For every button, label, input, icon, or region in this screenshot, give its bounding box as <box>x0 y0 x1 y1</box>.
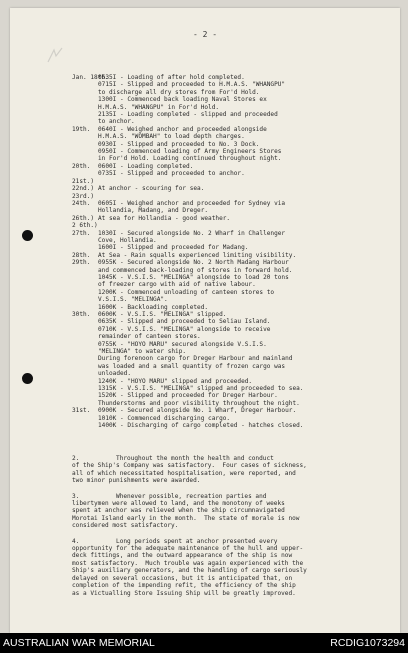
log-date <box>72 363 98 370</box>
log-date <box>72 422 98 429</box>
log-entry: 0950I - Commenced loading of Army Engineers Stores <box>98 148 282 156</box>
log-entry: At anchor - scouring for sea. <box>98 185 205 193</box>
log-entry: At Sea - Rain squalls experienced limiting visibility. <box>98 251 297 259</box>
log-date <box>72 81 98 88</box>
log-date: 24th. <box>72 199 91 207</box>
log-date: 29th. <box>72 259 91 267</box>
log-date <box>72 96 98 103</box>
log-date: 20th. <box>72 162 91 170</box>
log-date <box>72 341 98 348</box>
log-row <box>72 185 400 192</box>
log-date <box>72 267 98 274</box>
log-date <box>72 111 98 118</box>
log-row <box>72 407 400 414</box>
log-entry: H.M.A.S. "WOMBAH" to load depth charges. <box>98 133 245 141</box>
log-row <box>72 333 400 340</box>
page-number: - 2 - <box>192 30 218 39</box>
log-entry: During forenoon cargo for Dreger Harbour and mainland <box>98 355 293 363</box>
log-date <box>72 370 98 377</box>
log-entry <box>98 178 400 185</box>
log-date <box>72 348 98 355</box>
log-row <box>72 385 400 392</box>
log-entry: 0955K - Secured alongside No. 2 North Madang Harbour <box>98 259 289 267</box>
log-row <box>72 104 400 111</box>
log-row <box>72 74 400 81</box>
log-row <box>72 222 400 229</box>
log-date <box>72 89 98 96</box>
log-row <box>72 118 400 125</box>
log-row <box>72 274 400 281</box>
log-entry: 0600I - Loading completed. <box>98 162 194 170</box>
daily-log <box>72 74 400 430</box>
log-row <box>72 141 400 148</box>
log-date <box>72 400 98 407</box>
punch-hole-icon <box>22 230 33 241</box>
log-row <box>72 207 400 214</box>
log-entry: Hollandia, Madang, and Dreger. <box>98 207 209 215</box>
log-row <box>72 89 400 96</box>
log-row <box>72 111 400 118</box>
log-date <box>72 155 98 162</box>
log-entry: "MELINGA" to water ship. <box>98 348 187 356</box>
log-row <box>72 370 400 377</box>
log-entry: 0715I - Slipped and proceeded to H.M.A.S. "WHANGPU" <box>98 81 286 89</box>
fold-mark-icon <box>46 46 64 64</box>
log-date: 23rd.) <box>72 192 95 200</box>
log-entry: 1315K - V.S.I.S. "MELINGA" slipped and proceeded to sea. <box>98 385 304 393</box>
log-row <box>72 244 400 251</box>
log-row <box>72 155 400 162</box>
log-date: 28th. <box>72 251 91 259</box>
log-date <box>72 104 98 111</box>
paragraph: 2. Throughout the month the health and conduct of the Ship's Company was satisfactory. Four cases of sickness, all of which necessitated hospitalisation, were reported, and two minor punishments were awarded. <box>72 455 307 485</box>
document-page <box>10 8 400 633</box>
log-date <box>72 333 98 340</box>
archive-footer <box>0 633 408 653</box>
log-row <box>72 318 400 325</box>
log-row <box>72 400 400 407</box>
log-entry: 0755K - "HOYO MARU" secured alongside V.S.I.S. <box>98 340 267 348</box>
log-row <box>72 81 400 88</box>
log-row <box>72 126 400 133</box>
log-row <box>72 355 400 362</box>
log-entry: H.M.A.S. "WHANGPU" in For'd Hold. <box>98 103 220 111</box>
log-row <box>72 148 400 155</box>
log-date <box>72 289 98 296</box>
log-row <box>72 392 400 399</box>
log-row <box>72 259 400 266</box>
log-row <box>72 281 400 288</box>
log-entry: and commenced back-loading of stores in forward hold. <box>98 266 293 274</box>
log-row <box>72 170 400 177</box>
log-row <box>72 237 400 244</box>
log-entry: 0930I - Slipped and proceeded to No. 3 Dock. <box>98 140 260 148</box>
log-entry: 1200K - Commenced unloading of canteen stores to <box>98 288 275 296</box>
log-row <box>72 378 400 385</box>
log-row <box>72 96 400 103</box>
log-entry: of freezer cargo with aid of native labour. <box>98 281 256 289</box>
log-entry: unloaded. <box>98 370 132 378</box>
log-row <box>72 230 400 237</box>
log-date: 19th. <box>72 125 91 133</box>
log-row <box>72 252 400 259</box>
report-paragraphs <box>72 455 390 605</box>
log-entry: 0710K - V.S.I.S. "MELINGA" alongside to receive <box>98 325 271 333</box>
paragraph: 3. Whenever possible, recreation parties and libertymen were allowed to land, and the monotony of weeks spent at anchor was relieved when the ship circumnavigated Morotai Island early in the month. The state of morale is now considered most satisfactory. <box>72 492 300 530</box>
log-date <box>72 392 98 399</box>
log-entry: 1030I - Secured alongside No. 2 Wharf in Challenger <box>98 229 286 237</box>
log-date <box>72 378 98 385</box>
log-date: 21st.) <box>72 177 95 185</box>
log-entry: 1400K - Discharging of cargo completed - hatches closed. <box>98 422 304 430</box>
log-entry: 0735I - Slipped and proceeded to anchor. <box>98 170 245 178</box>
log-date: 26th.) <box>72 214 95 222</box>
log-date: 2 6th.) <box>72 222 98 230</box>
log-entry: At sea for Hollandia - good weather. <box>98 214 231 222</box>
log-entry: 2135I - Loading completed - slipped and proceeded <box>98 111 278 119</box>
log-date <box>72 355 98 362</box>
log-row <box>72 163 400 170</box>
log-entry: 0635I - Loading of after hold completed. <box>98 74 245 81</box>
log-date <box>72 148 98 155</box>
log-date <box>72 385 98 392</box>
log-entry: in For'd Hold. Loading continued throughout night. <box>98 155 282 163</box>
log-date <box>72 318 98 325</box>
log-date: Jan. 18th. <box>72 74 109 81</box>
log-date <box>72 304 98 311</box>
punch-hole-icon <box>22 373 33 384</box>
log-row <box>72 363 400 370</box>
log-entry: to anchor. <box>98 118 135 126</box>
log-row <box>72 193 400 200</box>
log-entry <box>98 193 400 200</box>
log-date <box>72 207 98 214</box>
log-date <box>72 281 98 288</box>
log-entry: V.S.I.S. "MELINGA". <box>98 296 168 304</box>
log-entry: 1600K - Backloading completed. <box>98 303 209 311</box>
log-date <box>72 415 98 422</box>
log-entry: 0600K - V.S.I.S. "MELINGA" slipped. <box>98 311 227 318</box>
log-date <box>72 296 98 303</box>
log-date <box>72 170 98 177</box>
log-date: 30th. <box>72 311 91 318</box>
log-entry: 1010K - Commenced discharging cargo. <box>98 414 231 422</box>
log-date <box>72 244 98 251</box>
log-entry: 0635K - Slipped and proceeded to Seliau Island. <box>98 318 271 326</box>
log-row <box>72 304 400 311</box>
log-entry: 1045K - V.S.I.S. "MELINGA" alongside to load 20 tons <box>98 273 289 281</box>
log-row <box>72 215 400 222</box>
paragraph: 4. Long periods spent at anchor presented every opportunity for the adequate maintenance of the hull and upper- deck fittings, and the outward appearance of the ship is now most satisfactory. Much trouble was again experienced with the Ship's auxiliary generators, and the handling of cargo seriously delayed on several occasions, but it is anticipated that, on completion of the impending refit, the efficiency of the ship as a Victualling Store Issuing Ship will be greatly improved. <box>72 537 307 597</box>
log-row <box>72 267 400 274</box>
log-date <box>72 326 98 333</box>
footer-institution: AUSTRALIAN WAR MEMORIAL <box>3 637 155 649</box>
log-date <box>72 118 98 125</box>
log-entry: 1600I - Slipped and proceeded for Madang. <box>98 244 249 252</box>
log-date <box>72 141 98 148</box>
log-entry: was loaded and a small quantity of frozen cargo was <box>98 362 286 370</box>
log-entry: 1300I - Commenced back loading Naval Stores ex <box>98 96 267 104</box>
log-entry: Cove, Hollandia. <box>98 236 157 244</box>
log-date <box>72 237 98 244</box>
log-entry: remainder of canteen stores. <box>98 333 201 341</box>
log-row <box>72 326 400 333</box>
log-entry: 1240K - "HOYO MARU" slipped and proceeded. <box>98 377 253 385</box>
log-row <box>72 415 400 422</box>
log-entry: Thunderstorms and poor visibility throughout the night. <box>98 399 300 407</box>
log-row <box>72 296 400 303</box>
log-date: 22nd.) <box>72 185 95 193</box>
log-row <box>72 200 400 207</box>
log-date: 31st. <box>72 407 91 415</box>
log-entry <box>98 222 400 229</box>
log-entry: 0605I - Weighed anchor and proceeded for Sydney via <box>98 199 286 207</box>
log-row <box>72 289 400 296</box>
log-row <box>72 178 400 185</box>
log-date: 27th. <box>72 229 91 237</box>
log-entry: 0640I - Weighed anchor and proceeded alongside <box>98 125 267 133</box>
log-row <box>72 422 400 429</box>
log-entry: 0900K - Secured alongside No. 1 Wharf, Dreger Harbour. <box>98 407 297 415</box>
log-entry: 1520K - Slipped and proceeded for Dreger Harbour. <box>98 392 278 400</box>
log-date <box>72 133 98 140</box>
log-date <box>72 274 98 281</box>
log-row <box>72 348 400 355</box>
log-row <box>72 133 400 140</box>
footer-record-id: RCDIG1073294 <box>330 637 405 649</box>
log-row <box>72 311 400 318</box>
log-row <box>72 341 400 348</box>
log-entry: to discharge all dry stores from For'd Hold. <box>98 88 260 96</box>
